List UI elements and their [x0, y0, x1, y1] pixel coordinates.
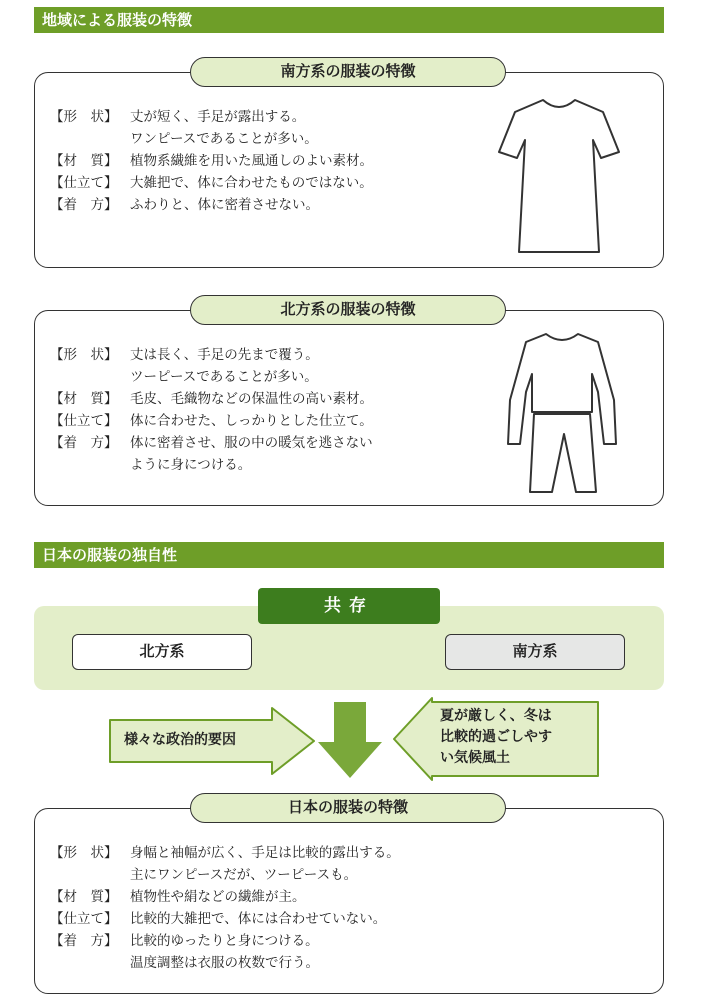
- row: 【材 質】 毛皮、毛織物などの保温性の高い素材。: [50, 391, 373, 407]
- row: 【仕立て】 大雑把で、体に合わせたものではない。: [50, 175, 373, 191]
- north-style-rows: [50, 344, 373, 476]
- south-region-box: 南方系: [445, 634, 625, 670]
- row: 【着 方】 体に密着させ、服の中の暖気を逃さない: [50, 435, 373, 451]
- row: 【材 質】 植物性や絹などの繊維が主。: [50, 889, 306, 905]
- south-style-rows: [50, 106, 373, 216]
- down-arrow-icon: [318, 702, 382, 778]
- row: 温度調整は衣服の枚数で行う。: [130, 955, 319, 971]
- row: 主にワンピースだが、ツーピースも。: [130, 867, 358, 883]
- japan-style-title: 日本の服装の特徴: [190, 793, 506, 823]
- north-region-box: 北方系: [72, 634, 252, 670]
- row: 【仕立て】 体に合わせた、しっかりとした仕立て。: [50, 413, 373, 429]
- row: ツーピースであることが多い。: [130, 369, 318, 385]
- section-header-japan: 日本の服装の独自性: [34, 542, 664, 568]
- south-style-title: 南方系の服装の特徴: [190, 57, 506, 87]
- row: 【着 方】 ふわりと、体に密着させない。: [50, 197, 319, 213]
- row: 【形 状】 身幅と袖幅が広く、手足は比較的露出する。: [50, 845, 400, 861]
- section-header-regional: 地域による服装の特徴: [34, 7, 664, 33]
- political-factor-label: 様々な政治的要因: [124, 732, 236, 748]
- japan-style-rows: [50, 842, 400, 974]
- coexist-label: 共存: [258, 588, 440, 624]
- north-style-title: 北方系の服装の特徴: [190, 295, 506, 325]
- row: 【着 方】 比較的ゆったりと身につける。: [50, 933, 319, 949]
- one-piece-garment-icon: [495, 94, 623, 260]
- two-piece-garment-icon: [500, 330, 624, 498]
- climate-factor-label: 夏が厳しく、冬は 比較的過ごしやす い気候風土: [440, 708, 552, 766]
- row: 【形 状】 丈が短く、手足が露出する。: [50, 109, 306, 125]
- row: ワンピースであることが多い。: [130, 131, 318, 147]
- row: 【材 質】 植物系繊維を用いた風通しのよい素材。: [50, 153, 373, 169]
- row: 【形 状】 丈は長く、手足の先まで覆う。: [50, 347, 319, 363]
- row: ように身につける。: [130, 457, 252, 473]
- row: 【仕立て】 比較的大雑把で、体には合わせていない。: [50, 911, 387, 927]
